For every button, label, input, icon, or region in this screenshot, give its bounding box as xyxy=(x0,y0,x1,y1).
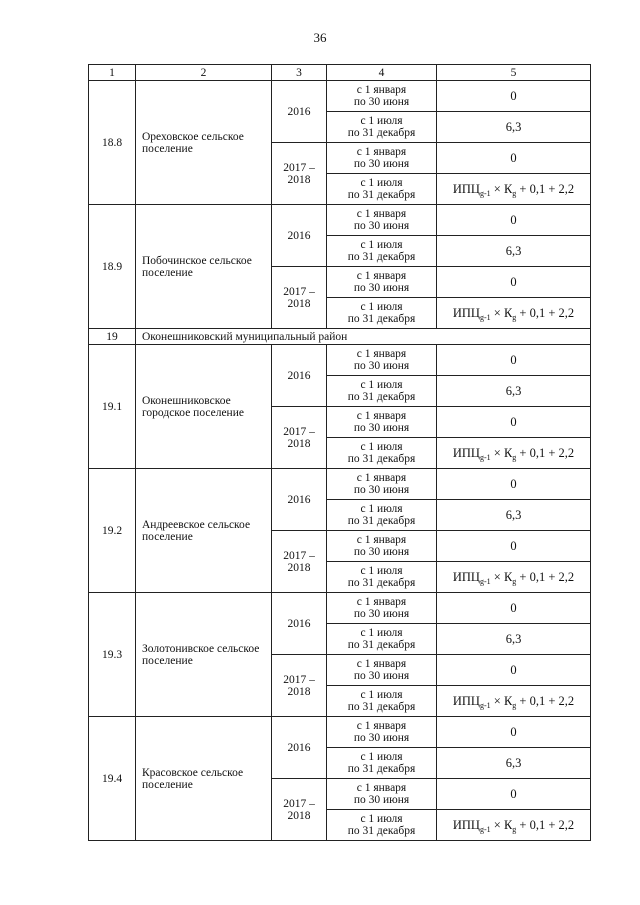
formula-k: К xyxy=(503,446,513,460)
value-cell: 0 xyxy=(437,81,591,112)
period-end: по 30 июня xyxy=(353,360,410,372)
period-cell xyxy=(327,267,437,298)
formula-ipc: ИПЦ xyxy=(452,446,480,460)
year-start: 2017 – xyxy=(283,797,315,810)
value-cell: 0 xyxy=(437,407,591,438)
period-start: с 1 июля xyxy=(360,301,403,313)
year-cell: 2016 xyxy=(272,469,327,531)
period-end: по 31 декабря xyxy=(347,127,416,139)
period-start: с 1 июля xyxy=(360,239,403,251)
period-start: с 1 июля xyxy=(360,751,403,763)
formula-cell xyxy=(437,810,591,841)
value-cell: 6,3 xyxy=(437,748,591,779)
period-start: с 1 июля xyxy=(360,503,403,515)
district-number: 19 xyxy=(89,329,136,345)
year-range-cell xyxy=(272,143,327,205)
value-cell: 0 xyxy=(437,717,591,748)
formula-ipc-subscript: g-1 xyxy=(479,189,491,198)
period-cell xyxy=(327,81,437,112)
year-end: 2018 xyxy=(287,173,311,186)
formula-k-subscript: g xyxy=(512,701,517,710)
value-cell: 0 xyxy=(437,593,591,624)
formula-times: × xyxy=(493,818,501,832)
formula-ipc-subscript: g-1 xyxy=(479,453,491,462)
period-start: с 1 января xyxy=(356,720,407,732)
period-start: с 1 июля xyxy=(360,177,403,189)
period-start: с 1 января xyxy=(356,410,407,422)
formula-tail: + 0,1 + 2,2 xyxy=(519,306,575,320)
period-end: по 30 июня xyxy=(353,484,410,496)
period-start: с 1 января xyxy=(356,782,407,794)
year-range-cell xyxy=(272,779,327,841)
formula-k-subscript: g xyxy=(512,189,517,198)
formula-ipc: ИПЦ xyxy=(452,818,480,832)
year-range-cell xyxy=(272,407,327,469)
period-cell xyxy=(327,376,437,407)
period-end: по 31 декабря xyxy=(347,825,416,837)
period-start: с 1 января xyxy=(356,84,407,96)
period-end: по 30 июня xyxy=(353,608,410,620)
column-header: 2 xyxy=(136,65,272,81)
section-number: 19.2 xyxy=(89,469,136,593)
period-cell xyxy=(327,810,437,841)
period-end: по 30 июня xyxy=(353,422,410,434)
value-cell: 6,3 xyxy=(437,112,591,143)
settlement-name: Ореховское сельское поселение xyxy=(136,81,272,205)
formula-k-subscript: g xyxy=(512,453,517,462)
column-header: 1 xyxy=(89,65,136,81)
column-header: 3 xyxy=(272,65,327,81)
year-range-cell xyxy=(272,531,327,593)
period-start: с 1 января xyxy=(356,658,407,670)
formula-cell xyxy=(437,438,591,469)
period-cell xyxy=(327,655,437,686)
formula-times: × xyxy=(493,694,501,708)
value-cell: 0 xyxy=(437,205,591,236)
value-cell: 0 xyxy=(437,267,591,298)
table-row xyxy=(89,345,591,376)
table-row xyxy=(89,593,591,624)
period-start: с 1 января xyxy=(356,208,407,220)
value-cell: 0 xyxy=(437,779,591,810)
year-cell: 2016 xyxy=(272,593,327,655)
period-end: по 30 июня xyxy=(353,670,410,682)
year-range-cell xyxy=(272,267,327,329)
period-start: с 1 января xyxy=(356,534,407,546)
section-number: 19.4 xyxy=(89,717,136,841)
period-start: с 1 января xyxy=(356,348,407,360)
period-end: по 31 декабря xyxy=(347,453,416,465)
formula-tail: + 0,1 + 2,2 xyxy=(519,818,575,832)
formula-tail: + 0,1 + 2,2 xyxy=(519,446,575,460)
period-start: с 1 июля xyxy=(360,565,403,577)
year-cell: 2016 xyxy=(272,205,327,267)
period-cell xyxy=(327,205,437,236)
year-end: 2018 xyxy=(287,561,311,574)
year-start: 2017 – xyxy=(283,425,315,438)
year-cell: 2016 xyxy=(272,81,327,143)
formula-k: К xyxy=(503,818,513,832)
formula-k: К xyxy=(503,182,513,196)
value-cell: 6,3 xyxy=(437,500,591,531)
period-start: с 1 июля xyxy=(360,115,403,127)
period-cell xyxy=(327,469,437,500)
period-start: с 1 июля xyxy=(360,813,403,825)
value-cell: 0 xyxy=(437,531,591,562)
formula-cell xyxy=(437,174,591,205)
period-cell xyxy=(327,298,437,329)
section-number: 19.3 xyxy=(89,593,136,717)
period-cell xyxy=(327,143,437,174)
period-cell xyxy=(327,438,437,469)
formula-tail: + 0,1 + 2,2 xyxy=(519,694,575,708)
year-cell: 2016 xyxy=(272,345,327,407)
table-row xyxy=(89,469,591,500)
column-header: 5 xyxy=(437,65,591,81)
formula-k-subscript: g xyxy=(512,313,517,322)
formula-k: К xyxy=(503,570,513,584)
formula-tail: + 0,1 + 2,2 xyxy=(519,182,575,196)
table-row xyxy=(89,717,591,748)
value-cell: 0 xyxy=(437,143,591,174)
formula-ipc-subscript: g-1 xyxy=(479,701,491,710)
value-cell: 0 xyxy=(437,469,591,500)
period-end: по 30 июня xyxy=(353,732,410,744)
period-cell xyxy=(327,748,437,779)
period-start: с 1 июля xyxy=(360,689,403,701)
section-number: 18.9 xyxy=(89,205,136,329)
year-end: 2018 xyxy=(287,809,311,822)
tariff-table xyxy=(88,64,591,841)
formula-ipc-subscript: g-1 xyxy=(479,313,491,322)
formula-ipc: ИПЦ xyxy=(452,570,480,584)
formula-cell xyxy=(437,686,591,717)
period-cell xyxy=(327,345,437,376)
period-cell xyxy=(327,624,437,655)
period-end: по 30 июня xyxy=(353,96,410,108)
period-end: по 31 декабря xyxy=(347,701,416,713)
period-cell xyxy=(327,174,437,205)
period-start: с 1 января xyxy=(356,596,407,608)
year-start: 2017 – xyxy=(283,673,315,686)
section-number: 18.8 xyxy=(89,81,136,205)
formula-times: × xyxy=(493,570,501,584)
period-start: с 1 января xyxy=(356,146,407,158)
formula-times: × xyxy=(493,446,501,460)
period-end: по 31 декабря xyxy=(347,189,416,201)
period-end: по 31 декабря xyxy=(347,251,416,263)
value-cell: 0 xyxy=(437,655,591,686)
period-cell xyxy=(327,407,437,438)
period-cell xyxy=(327,686,437,717)
table-row xyxy=(89,81,591,112)
formula-cell xyxy=(437,298,591,329)
period-end: по 31 декабря xyxy=(347,391,416,403)
table-row xyxy=(89,205,591,236)
formula-ipc: ИПЦ xyxy=(452,306,480,320)
formula-k-subscript: g xyxy=(512,577,517,586)
period-cell xyxy=(327,112,437,143)
formula-times: × xyxy=(493,182,501,196)
value-cell: 6,3 xyxy=(437,624,591,655)
formula-cell xyxy=(437,562,591,593)
period-start: с 1 января xyxy=(356,472,407,484)
formula-k: К xyxy=(503,694,513,708)
period-cell xyxy=(327,500,437,531)
formula-ipc: ИПЦ xyxy=(452,182,480,196)
district-row xyxy=(89,329,591,345)
period-start: с 1 января xyxy=(356,270,407,282)
page-number: 36 xyxy=(313,30,327,45)
period-end: по 31 декабря xyxy=(347,639,416,651)
period-cell xyxy=(327,717,437,748)
formula-k-subscript: g xyxy=(512,825,517,834)
formula-ipc: ИПЦ xyxy=(452,694,480,708)
settlement-name: Оконешниковское городское поселение xyxy=(136,345,272,469)
period-cell xyxy=(327,236,437,267)
period-start: с 1 июля xyxy=(360,441,403,453)
period-end: по 30 июня xyxy=(353,220,410,232)
year-start: 2017 – xyxy=(283,549,315,562)
year-end: 2018 xyxy=(287,437,311,450)
period-end: по 30 июня xyxy=(353,546,410,558)
header-row xyxy=(89,65,591,81)
period-cell xyxy=(327,779,437,810)
period-end: по 31 декабря xyxy=(347,313,416,325)
year-start: 2017 – xyxy=(283,161,315,174)
value-cell: 6,3 xyxy=(437,236,591,267)
period-cell xyxy=(327,593,437,624)
formula-ipc-subscript: g-1 xyxy=(479,577,491,586)
period-end: по 31 декабря xyxy=(347,763,416,775)
formula-k: К xyxy=(503,306,513,320)
period-end: по 30 июня xyxy=(353,282,410,294)
period-start: с 1 июля xyxy=(360,379,403,391)
period-start: с 1 июля xyxy=(360,627,403,639)
column-header: 4 xyxy=(327,65,437,81)
formula-tail: + 0,1 + 2,2 xyxy=(519,570,575,584)
district-name: Оконешниковский муниципальный район xyxy=(136,329,591,345)
settlement-name: Побочинское сельское поселение xyxy=(136,205,272,329)
section-number: 19.1 xyxy=(89,345,136,469)
period-end: по 31 декабря xyxy=(347,515,416,527)
year-end: 2018 xyxy=(287,297,311,310)
settlement-name: Золотонивское сельское поселение xyxy=(136,593,272,717)
value-cell: 6,3 xyxy=(437,376,591,407)
period-end: по 30 июня xyxy=(353,794,410,806)
period-cell xyxy=(327,531,437,562)
period-end: по 30 июня xyxy=(353,158,410,170)
settlement-name: Андреевское сельское поселение xyxy=(136,469,272,593)
settlement-name: Красовское сельское поселение xyxy=(136,717,272,841)
period-cell xyxy=(327,562,437,593)
period-end: по 31 декабря xyxy=(347,577,416,589)
formula-times: × xyxy=(493,306,501,320)
formula-ipc-subscript: g-1 xyxy=(479,825,491,834)
year-end: 2018 xyxy=(287,685,311,698)
year-cell: 2016 xyxy=(272,717,327,779)
value-cell: 0 xyxy=(437,345,591,376)
year-start: 2017 – xyxy=(283,285,315,298)
year-range-cell xyxy=(272,655,327,717)
